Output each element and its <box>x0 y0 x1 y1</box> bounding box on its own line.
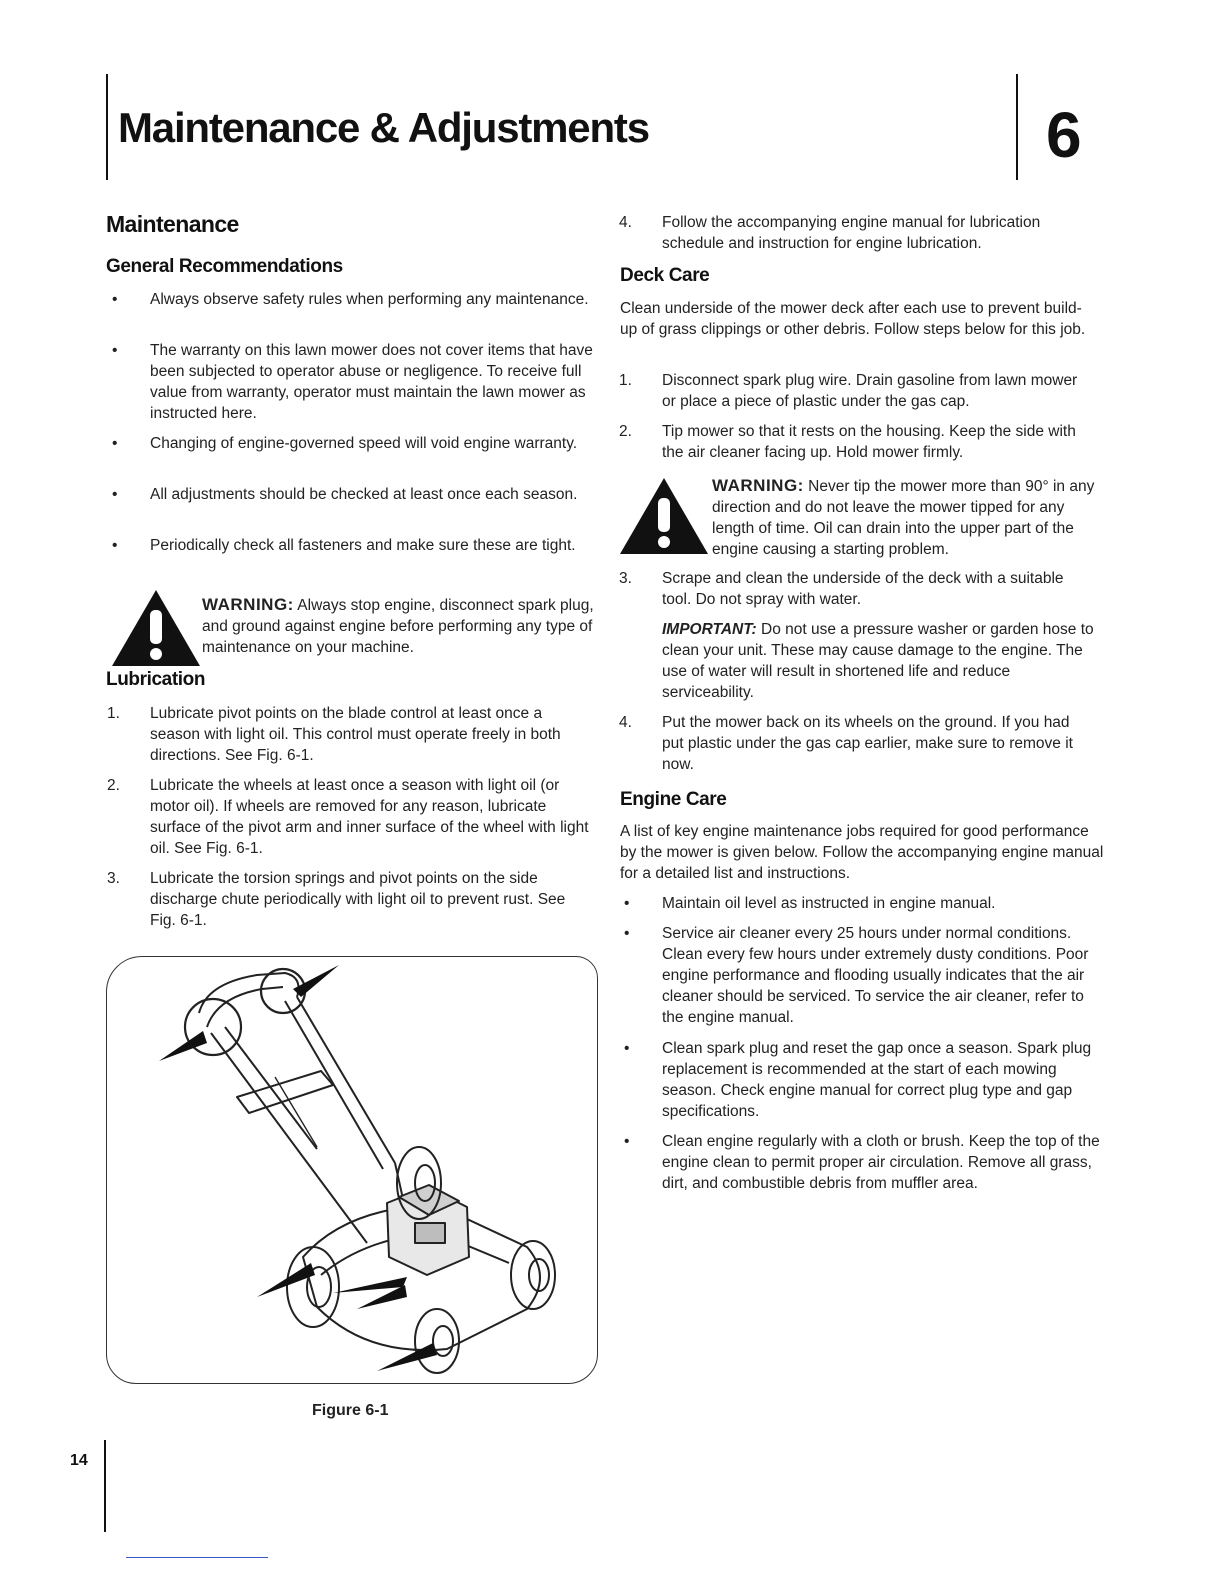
list-item: • Always observe safety rules when performing any maintenance. <box>112 291 589 308</box>
engine-care-heading: Engine Care <box>620 789 727 810</box>
list-item: 3. Scrape and clean the underside of the deck with a suitable tool. Do not spray with water. <box>619 570 1064 608</box>
chapter-number: 6 <box>1046 99 1082 171</box>
header-rule-right <box>1016 74 1018 180</box>
footer-rule <box>104 1440 106 1532</box>
warning-triangle-icon <box>618 476 710 556</box>
list-item: 2. Tip mower so that it rests on the housing. Keep the side with the air cleaner facing up. Hold mower firmly. <box>619 423 1076 461</box>
lubrication-heading: Lubrication <box>106 669 206 690</box>
warning-general: WARNING: Always stop engine, disconnect spark plug, and ground against engine before performing any type of maintenance on your machine. <box>202 595 594 656</box>
important-label: IMPORTANT: <box>662 621 757 638</box>
warning-label: WARNING: <box>202 595 294 614</box>
list-item: • Maintain oil level as instructed in engine manual. <box>624 895 996 912</box>
deck-care-heading: Deck Care <box>620 265 710 286</box>
list-item: 1. Lubricate pivot points on the blade control at least once a season with light oil. This control must operate freely in both directions. See Fig. 6-1. <box>107 705 561 764</box>
maintenance-heading: Maintenance <box>106 211 239 237</box>
list-item: 2. Lubricate the wheels at least once a season with light oil (or motor oil). If wheels are removed for any reason, lubricate surface of the pivot arm and inner surface of the wheel with light oil. See Fig. 6-1. <box>107 777 589 857</box>
list-item: • All adjustments should be checked at least once each season. <box>112 486 578 503</box>
list-item: • Periodically check all fasteners and make sure these are tight. <box>112 537 576 554</box>
chapter-title: Maintenance & Adjustments <box>118 104 649 151</box>
bottom-link-underline <box>126 1557 268 1558</box>
list-item: 4. Follow the accompanying engine manual for lubrication schedule and instruction for engine lubrication. <box>619 214 1041 252</box>
deck-care-intro: Clean underside of the mower deck after each use to prevent build-up of grass clippings or other debris. Follow steps below for this job. <box>620 300 1086 338</box>
general-recommendations-heading: General Recommendations <box>106 256 343 277</box>
important-note: IMPORTANT: Do not use a pressure washer or garden hose to clean your unit. These may cause damage to the engine. The use of water will result in shortened life and reduce serviceability. <box>662 621 1094 701</box>
list-item: 4. Put the mower back on its wheels on the ground. If you had put plastic under the gas cap earlier, make sure to remove it now. <box>619 714 1073 773</box>
page-number: 14 <box>70 1452 88 1469</box>
figure-frame <box>106 956 598 1384</box>
figure-caption: Figure 6-1 <box>312 1402 389 1419</box>
lawn-mower-illustration <box>107 957 597 1383</box>
list-item: • Clean engine regularly with a cloth or brush. Keep the top of the engine clean to permit proper air circulation. Remove all grass, dirt, and combustible debris from muffler area. <box>624 1133 1100 1192</box>
list-item: • The warranty on this lawn mower does not cover items that have been subjected to operator abuse or negligence. To receive full value from warranty, operator must maintain the lawn mower as instructed here. <box>112 342 593 422</box>
header-rule-left <box>106 74 108 180</box>
list-item: 3. Lubricate the torsion springs and pivot points on the side discharge chute periodically with light oil to prevent rust. See Fig. 6-1. <box>107 870 566 929</box>
list-item: • Changing of engine-governed speed will void engine warranty. <box>112 435 578 452</box>
warning-tipping: WARNING: Never tip the mower more than 90° in any direction and do not leave the mower tipped for any length of time. Oil can drain into the upper part of the engine causing a starting problem. <box>712 476 1095 558</box>
list-item: • Service air cleaner every 25 hours under normal conditions. Clean every few hours under extremely dusty conditions. Poor engine performance and flooding usually indicates that the air cleaner should be serviced. To service the air cleaner, refer to the engine manual. <box>624 925 1089 1026</box>
engine-care-intro: A list of key engine maintenance jobs required for good performance by the mower is given below. Follow the accompanying engine manual for a detailed list and instructions. <box>620 823 1104 882</box>
warning-triangle-icon <box>110 588 202 668</box>
list-item: 1. Disconnect spark plug wire. Drain gasoline from lawn mower or place a piece of plastic under the gas cap. <box>619 372 1078 410</box>
warning-label: WARNING: <box>712 476 804 495</box>
list-item: • Clean spark plug and reset the gap once a season. Spark plug replacement is recommended at the start of each mowing season. Check engine manual for correct plug type and gap specifications. <box>624 1040 1092 1120</box>
